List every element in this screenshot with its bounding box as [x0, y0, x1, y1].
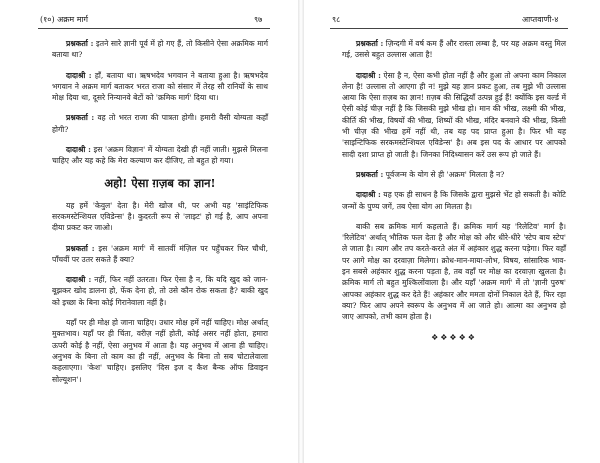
page-number: ९८ [332, 15, 341, 24]
paragraph [52, 200, 268, 234]
paragraph [342, 70, 566, 160]
book-gutter [298, 0, 304, 463]
paragraph [342, 221, 566, 323]
paragraph [52, 274, 268, 308]
speaker-label: दादाश्री : [66, 275, 92, 285]
paragraph-text: ज़िन्दगी में वर्ष कम हैं और रास्ता लम्बा है, पर यह अक्रम वस्तु मिल गई, उससे बहुत उल्लास आता है! [342, 39, 566, 60]
paragraph-text: यह हमें 'केवुल' देता है। मेरी खोज थी, पर अभी यह 'साइंटिफिक सरकमस्टेन्शियल एविडेन्स' है। कुदरती रूप से 'लाइट' हो गई है, आप अपना दीया प्रकट कर जाओ। [52, 200, 268, 233]
paragraph-text: बाकी सब क्रमिक मार्ग कहलाते हैं। क्रमिक मार्ग यह 'रिलेटिव' मार्ग है। 'रिलेटिव' अर्थात् भौतिक फल देता है और मोक्ष को और धीरे-धीरे 'स्टेप बाय स्टेप' ले जाता है। त्याग और तप करते-करते अंत में अहंकार शुद्ध करना पड़ेगा। फिर वहाँ पर आगे मोक्ष का दरवाज़ा मिलेगा। क्रोध-मान-माया-लोभ, विषय, सांसारिक भाव-इन सबसे अहंकार शुद्ध करना पड़ता है, तब वहाँ पर मोक्ष का दरवाज़ा खुलता है। क्रमिक मार्ग तो बहुत मुश्किलोंवाला है। और यहाँ 'अक्रम मार्ग' में तो 'ज्ञानी पुरुष' आपका अहंकार शुद्ध कर देते हैं! अहंकार और ममता दोनों निकाल देते हैं, फिर रहा क्या? फिर आप अपने स्वरूप के अनुभव में आ जाते हो। आत्मा का अनुभव हो जाए आपको, तभी काम होता है। [342, 221, 566, 322]
right-page [306, 0, 600, 463]
left-page-body [52, 38, 268, 394]
paragraph [52, 70, 268, 104]
paragraph [52, 112, 268, 135]
paragraph-text: ऐसा है न, ऐसा कभी होता नहीं है और हुआ तो अपना काम निकाल लेना है! उल्लास तो आएगा ही न! मुझे यह ज्ञान प्रकट हुआ, तब मुझे भी उल्लास आया कि ऐसा ग़ज़ब का ज्ञान! ग़ज़ब की सिद्धियाँ उत्पन्न हुई हैं! क्योंकि इस वर्ल्ड में ऐसी कोई चीज़ नहीं है कि जिसकी मुझे भीख हो। मान की भीख, लक्ष्मी की भीख, कीर्ति की भीख, विषयों की भीख, शिष्यों की भीख, मंदिर बनवाने की भीख, किसी भी चीज़ की भीख हमें नहीं थी, तब यह पद प्राप्त हुआ है। फिर भी यह 'साइन्टिफिक सरकमस्टेन्शियल एविडेन्स' है। अब इस पद के आधार पर आपको सादी दशा प्राप्त हो जाती है। जिनका निदिध्यासन करें उस रूप हो जाते हैं। [342, 70, 566, 159]
header-rule [330, 28, 568, 29]
speaker-label: दादाश्री : [356, 190, 381, 200]
speaker-label: प्रश्नकर्ता : [356, 169, 384, 179]
right-page-body [342, 38, 566, 343]
paragraph-text: इतने सारे ज्ञानी पूर्व में हो गए हैं, तो किसीने ऐसा अक्रमिक मार्ग बताया था? [52, 39, 268, 60]
section-title: अहो! ऐसा ग़ज़ब का ज्ञान! [104, 175, 216, 190]
speaker-label: दादाश्री : [66, 145, 91, 155]
speaker-label: प्रश्नकर्ता : [66, 113, 95, 123]
speaker-label: प्रश्नकर्ता : [356, 39, 384, 48]
section-end-ornament: ❖❖❖❖❖ [431, 332, 477, 342]
paragraph-text: इस 'अक्रम मार्ग' में सातवीं मंज़िल पर पहुँचकर फिर चौथी, पाँचवीं पर उतर सकते हैं क्या? [52, 243, 269, 264]
paragraph [342, 169, 566, 180]
left-page [0, 0, 296, 463]
speaker-label: दादाश्री : [356, 70, 381, 80]
paragraph [52, 144, 268, 167]
paragraph [342, 38, 566, 61]
speaker-label: दादाश्री : [66, 70, 92, 80]
book-title: आप्तवाणी-४ [522, 15, 559, 24]
paragraph-text: पूर्वजन्म के योग से ही 'अक्रम' मिलता है न? [383, 169, 505, 179]
header-rule [38, 28, 270, 29]
paragraph-text: यहाँ पर ही मोक्ष हो जाना चाहिए। उधार मोक्ष हमें नहीं चाहिए। मोक्ष अर्थात् मुक्तभाव। यहाँ पर ही चिंता, वरीज़ नहीं होती, कोई असर नहीं होता, हमारा ऊपरी कोई है नहीं, ऐसा अनुभव में आता है। यह अनुभव में आना ही चाहिए। अनुभव के बिना तो काम का ही नहीं, अनुभव के बिना तो सब चोटालेवाला कहलाएगा। 'केश' चाहिए। इसलिए 'दिस इज द कैश बैन्क ऑफ डिवाइन सोल्यूशन'। [52, 318, 268, 384]
paragraph [52, 317, 268, 385]
paragraph [52, 243, 268, 266]
paragraph-text: हाँ, बताया था। ऋषभदेव भगवान ने बताया हुआ है। ऋषभदेव भगवान ने अक्रम मार्ग बताकर भरत राजा को संसार में तेरह सौ रानियों के साथ मोक्ष दिया था, दूसरे निन्यानवे बेटों को 'क्रमिक मार्ग' दिया था। [52, 70, 268, 103]
speaker-label: प्रश्नकर्ता : [66, 39, 94, 48]
paragraph-text: इस 'अक्रम विज्ञान' में योग्यता देखी ही नहीं जाती। मुझसे मिलना चाहिए और यह कहे कि मेरा कल्याण कर दीजिए, तो बहुत हो गया। [52, 145, 268, 166]
paragraph-text: नहीं, फिर नहीं उतरता। फिर ऐसा है न, कि यदि खुद को जान-बूझकर खोद डालना हो, फेंक देना हो, तो उसे कौन रोक सकता है? बाकी खुद को इच्छा के बिना कोई गिरानेवाला नहीं है। [52, 275, 268, 307]
chapter-heading: (१०) अक्रम मार्ग [40, 15, 89, 24]
paragraph [52, 38, 268, 61]
paragraph [342, 189, 566, 212]
speaker-label: प्रश्नकर्ता : [66, 243, 95, 253]
page-number: ९७ [254, 15, 263, 24]
paragraph-text: वह तो भरत राजा की पात्रता होगी। हमारी वैसी योग्यता कहाँ होगी? [52, 113, 269, 134]
paragraph-text: यह एक ही साधन है कि जिसके द्वारा मुझसे भेंट हो सकती है। कोटि जन्मों के पुण्य जगें, तब ऐसा योग आ मिलता है। [342, 190, 566, 211]
